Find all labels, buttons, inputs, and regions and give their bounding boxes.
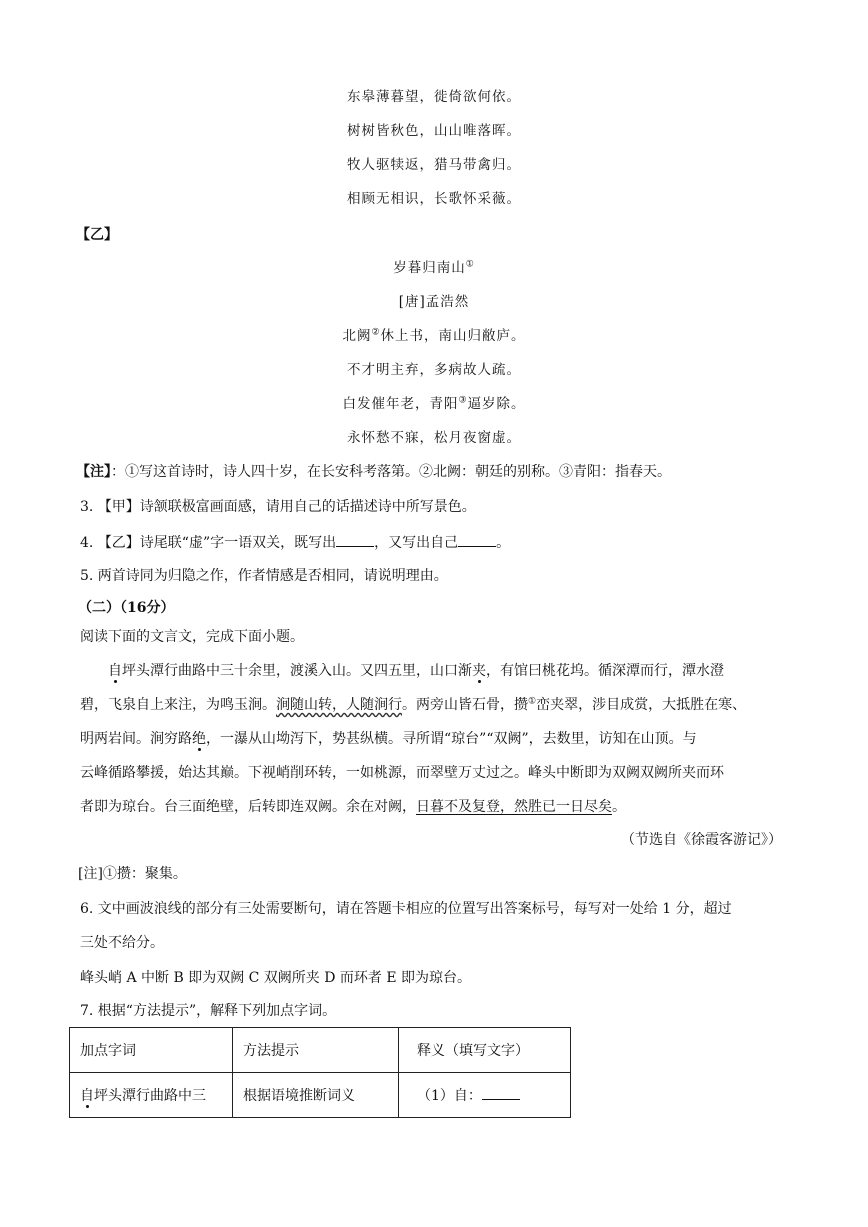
passage-note: [注]①攒：聚集。: [78, 866, 187, 882]
poem-jia-line-4: 相顾无相识，长歌怀采薇。: [347, 191, 521, 207]
poem-yi-title: [0, 258, 868, 278]
passage-line-5-a: 者即为琼台。台三面绝壁，后转即连双阙。余在对阙，: [80, 799, 416, 815]
poem-yi-title-note: ①: [465, 259, 475, 270]
section-2-heading: （二）（16分）: [78, 600, 175, 616]
passage-line-3-a: 明两岩间。涧穷路: [80, 731, 192, 747]
table-cell-word: [70, 1073, 233, 1118]
poem-yi-title-text: 岁暮归南山: [393, 260, 466, 276]
poem-yi-line-2: 不才明主弃，多病故人疏。: [347, 362, 521, 378]
question-3: 3. 【甲】诗颔联极富画面感，请用自己的话描述诗中所写景色。: [80, 499, 476, 515]
table-header-cell: 释义（填写文字）: [399, 1028, 571, 1073]
poem-yi-author: [唐]孟浩然: [398, 294, 470, 310]
answer-blank[interactable]: [482, 1085, 520, 1100]
poem-yi-line-3-note: ③: [458, 395, 468, 406]
table-header-cell: 方法提示: [233, 1028, 399, 1073]
poem-jia-line-2: 树树皆秋色，山山唯落晖。: [347, 123, 521, 139]
passage-line-1-b: 坪头潭行曲路中三十余里，渡溪入山。又四五里，山口渐: [122, 663, 472, 679]
question-5: 5. 两首诗同为归隐之作，作者情感是否相同，请说明理由。: [80, 568, 448, 584]
poem-yi-line-1-note: ②: [371, 327, 381, 338]
poem-yi-line-3: [0, 394, 868, 414]
question-4-part-a: 4. 【乙】诗尾联“虚”字一语双关，既写出: [80, 535, 337, 551]
method-table: [69, 1027, 571, 1118]
wavy-underlined-text: 涧随山转，人随涧行: [276, 697, 402, 713]
question-6-options: 峰头峭 A 中断 B 即为双阙 C 双阙所夹 D 而环者 E 即为琼台。: [80, 970, 472, 986]
passage-line-2-b: 。两旁山皆石骨，攒: [402, 697, 528, 713]
question-7-prompt: 7. 根据“方法提示”，解释下列加点字词。: [80, 1003, 337, 1019]
underlined-sentence: 日暮不及复登，然胜已一日尽矣: [416, 799, 612, 815]
dotted-word-jue: 绝: [192, 731, 206, 747]
passage-line-1: [108, 661, 724, 681]
poem-yi-note: [76, 462, 671, 482]
answer-blank[interactable]: [458, 532, 496, 547]
section-2-intro: 阅读下面的文言文，完成下面小题。: [80, 629, 304, 645]
passage-line-2-c: 峦夹翠，涉目成赏，大抵胜在寒、: [536, 697, 747, 713]
passage-source: （节选自《徐霞客游记》）: [621, 832, 782, 848]
passage-line-5: [80, 797, 626, 817]
question-6-line-2: 三处不给分。: [80, 935, 164, 951]
dotted-word-jia: 夹: [472, 663, 486, 679]
poem-yi-line-4: 永怀愁不寐，松月夜窗虚。: [347, 430, 521, 446]
poem-yi-line-3-a: 白发催年老，青阳: [342, 396, 459, 412]
poem-jia-line-1: 东皋薄暮望，徙倚欲何依。: [347, 89, 521, 105]
answer-blank[interactable]: [336, 532, 374, 547]
poem-yi-line-3-b: 逼岁除。: [467, 396, 526, 412]
passage-line-2: [80, 695, 746, 715]
poem-jia-line-3: 牧人驱犊返，猎马带禽归。: [347, 157, 521, 173]
poem-yi-line-1-b: 休上书，南山归敝庐。: [380, 328, 526, 344]
table-cell-word-rest: 坪头潭行曲路中三: [94, 1088, 206, 1104]
question-4-part-b: ，又写出自己: [374, 535, 459, 551]
passage-line-4: 云峰循路攀援，始达其巅。下视峭削环转，一如桃源，而翠壁万丈过之。峰头中断即为双阙双阙所夹而环: [80, 765, 724, 781]
poem-yi-line-1-a: 北阙: [342, 328, 372, 344]
passage-line-3-b: ，一瀑从山坳泻下，势甚纵横。寻所谓“琼台”“双阙”，去数里，访知在山顶。与: [206, 731, 697, 747]
table-cell-answer: [399, 1073, 571, 1118]
question-4-part-c: 。: [496, 535, 511, 551]
poem-yi-label: 【乙】: [76, 227, 118, 243]
dotted-word-zi: 自: [108, 663, 122, 679]
dotted-word-zi: 自: [80, 1088, 94, 1104]
question-4: [80, 532, 510, 553]
table-header-cell: 加点字词: [70, 1028, 233, 1073]
passage-line-5-b: 。: [612, 799, 626, 815]
table-header-row: [70, 1028, 571, 1073]
poem-yi-note-label: 【注】: [76, 464, 111, 480]
poem-yi-note-text: ：①写这首诗时，诗人四十岁，在长安科考落第。②北阙：朝廷的别称。③青阳：指春天。: [111, 464, 671, 480]
table-cell-method: 根据语境推断词义: [233, 1073, 399, 1118]
answer-label: （1）自：: [417, 1088, 482, 1104]
question-6-line-1: 6. 文中画波浪线的部分有三处需要断句，请在答题卡相应的位置写出答案标号，每写对一处给 1 分，超过: [80, 901, 732, 917]
table-row: [70, 1073, 571, 1118]
passage-line-3: [80, 729, 697, 749]
poem-yi-line-1: [0, 326, 868, 346]
passage-line-2-a: 碧，飞泉自上来注，为鸣玉涧。: [80, 697, 276, 713]
passage-line-1-d: ，有馆曰桃花坞。循深潭而行，潭水澄: [486, 663, 724, 679]
passage-note-marker: ①: [528, 696, 537, 707]
